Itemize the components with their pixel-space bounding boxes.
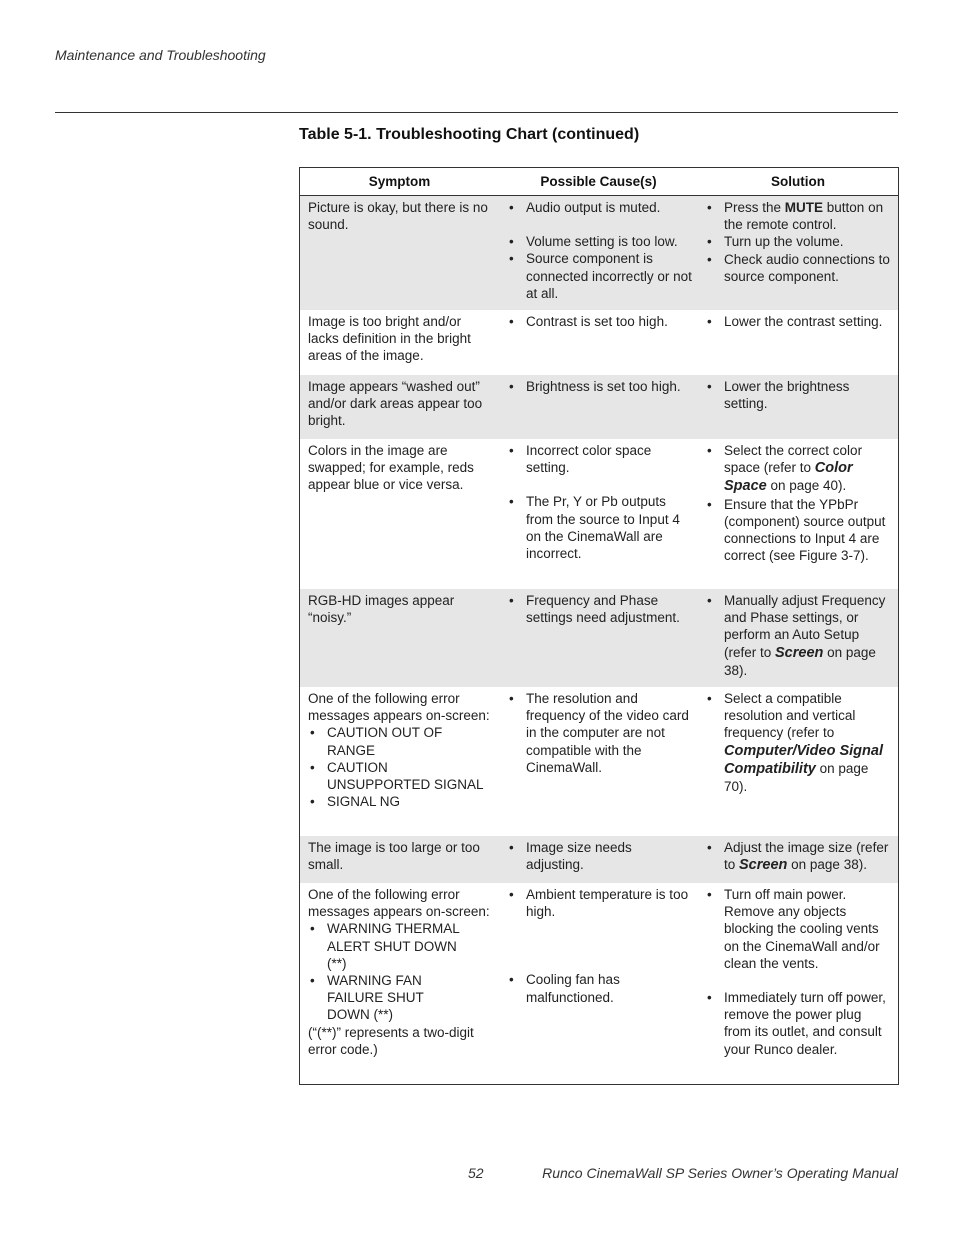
cause-item: • Cooling fan has malfunctioned. — [507, 971, 692, 1005]
solution-cell — [698, 439, 898, 589]
cause-item: • The Pr, Y or Pb outputs from the source to Input 4 on the CinemaWall are incorrect. — [507, 493, 692, 562]
solution-item: • Adjust the image size (refer to Screen on page 38). — [705, 839, 892, 874]
symptom-text: RGB-HD images appear “noisy.” — [308, 593, 455, 626]
symptom-cell — [300, 310, 499, 375]
solution-item: • Lower the contrast setting. — [705, 313, 892, 330]
header-rule — [55, 112, 898, 113]
cause-cell — [499, 836, 698, 883]
cause-item: • Volume setting is too low. — [507, 233, 692, 250]
cause-item: • Audio output is muted. — [507, 199, 692, 216]
solution-cell — [698, 589, 898, 687]
cause-item: • Frequency and Phase settings need adjustment. — [507, 592, 692, 626]
solution-item: • Select the correct color space (refer to Color Space on page 40). — [705, 442, 892, 496]
cause-item: • Contrast is set too high. — [507, 313, 692, 330]
error-message-item: • CAUTION UNSUPPORTED SIGNAL — [308, 759, 491, 793]
cause-cell — [499, 687, 698, 836]
table-row — [300, 687, 898, 836]
table-row — [300, 310, 898, 375]
table-row — [300, 196, 898, 310]
solution-item: • Immediately turn off power, remove the power plug from its outlet, and consult your Runco dealer. — [705, 989, 892, 1058]
table-row — [300, 836, 898, 883]
cause-cell — [499, 196, 698, 310]
symptom-text: The image is too large or too small. — [308, 840, 480, 873]
manual-title: Runco CinemaWall SP Series Owner’s Operating Manual — [542, 1165, 898, 1181]
symptom-cell — [300, 589, 499, 687]
column-header-solution: Solution — [771, 174, 825, 189]
symptom-cell — [300, 836, 499, 883]
cause-item: • Ambient temperature is too high. — [507, 886, 692, 920]
symptom-cell — [300, 439, 499, 589]
running-head: Maintenance and Troubleshooting — [55, 47, 266, 63]
table-header-row — [300, 168, 898, 196]
solution-item: • Check audio connections to source component. — [705, 251, 892, 285]
cause-item: • Brightness is set too high. — [507, 378, 692, 395]
symptom-cell — [300, 196, 499, 310]
cause-cell — [499, 439, 698, 589]
error-message-item: • CAUTION OUT OF RANGE — [308, 724, 491, 758]
solution-item: • Turn up the volume. — [705, 233, 892, 250]
symptom-cell — [300, 687, 499, 836]
column-header-symptom: Symptom — [368, 174, 431, 189]
error-message-item: • WARNING FAN FAILURE SHUT DOWN (**) — [308, 972, 467, 1024]
screen-reference: Screen — [739, 857, 788, 874]
cause-item: • Incorrect color space setting. — [507, 442, 692, 476]
solution-item: • Manually adjust Frequency and Phase settings, or perform an Auto Setup (refer to Screen on page 38). — [705, 592, 892, 679]
troubleshooting-table — [299, 167, 899, 1085]
solution-cell — [698, 836, 898, 883]
symptom-text: Image is too bright and/or lacks definition in the bright areas of the image. — [308, 314, 471, 364]
symptom-cell — [300, 883, 499, 1084]
error-code-note: (“(**)” represents a two-digit error code.) — [308, 1024, 474, 1057]
solution-cell — [698, 687, 898, 836]
cause-cell — [499, 589, 698, 687]
cause-item: • Image size needs adjusting. — [507, 839, 692, 873]
error-message-item: • WARNING THERMAL ALERT SHUT DOWN (**) — [308, 920, 467, 972]
solution-item: • Turn off main power. Remove any objects blocking the cooling vents on the CinemaWall and/or clean the vents. — [705, 886, 892, 972]
symptom-text: One of the following error messages appears on-screen: — [308, 691, 490, 724]
symptom-cell — [300, 375, 499, 439]
solution-cell — [698, 310, 898, 375]
solution-item: • Select a compatible resolution and vertical frequency (refer to Computer/Video Signal Compatibility on page 70). — [705, 690, 892, 795]
screen-reference: Screen — [775, 644, 824, 661]
solution-cell — [698, 196, 898, 310]
table-row — [300, 589, 898, 687]
cause-item: • Source component is connected incorrectly or not at all. — [507, 250, 692, 302]
symptom-text: Colors in the image are swapped; for example, reds appear blue or vice versa. — [308, 443, 474, 493]
cause-cell — [499, 310, 698, 375]
solution-item: • Ensure that the YPbPr (component) source output connections to Input 4 are correct (see Figure 3-7). — [705, 496, 892, 565]
compatibility-reference: Computer/Video Signal Compatibility — [724, 742, 883, 777]
symptom-text: One of the following error messages appears on-screen: — [308, 887, 490, 920]
symptom-text: Picture is okay, but there is no sound. — [308, 200, 488, 233]
cause-cell — [499, 375, 698, 439]
table-row — [300, 375, 898, 439]
solution-item: • Lower the brightness setting. — [705, 378, 892, 412]
mute-label: MUTE — [784, 200, 824, 215]
solution-item: • Press the MUTE button on the remote control. — [705, 199, 892, 233]
page-number: 52 — [468, 1165, 484, 1181]
color-space-reference: Color Space — [724, 460, 853, 495]
error-message-item: • SIGNAL NG — [308, 793, 491, 810]
table-title: Table 5-1. Troubleshooting Chart (continued) — [299, 126, 640, 143]
table-row — [300, 883, 898, 1084]
table-row — [300, 439, 898, 589]
cause-item: • The resolution and frequency of the video card in the computer are not compatible with the CinemaWall. — [507, 690, 692, 776]
cause-cell — [499, 883, 698, 1084]
solution-cell — [698, 375, 898, 439]
solution-cell — [698, 883, 898, 1084]
column-header-causes: Possible Cause(s) — [540, 174, 657, 189]
symptom-text: Image appears “washed out” and/or dark areas appear too bright. — [308, 379, 483, 429]
